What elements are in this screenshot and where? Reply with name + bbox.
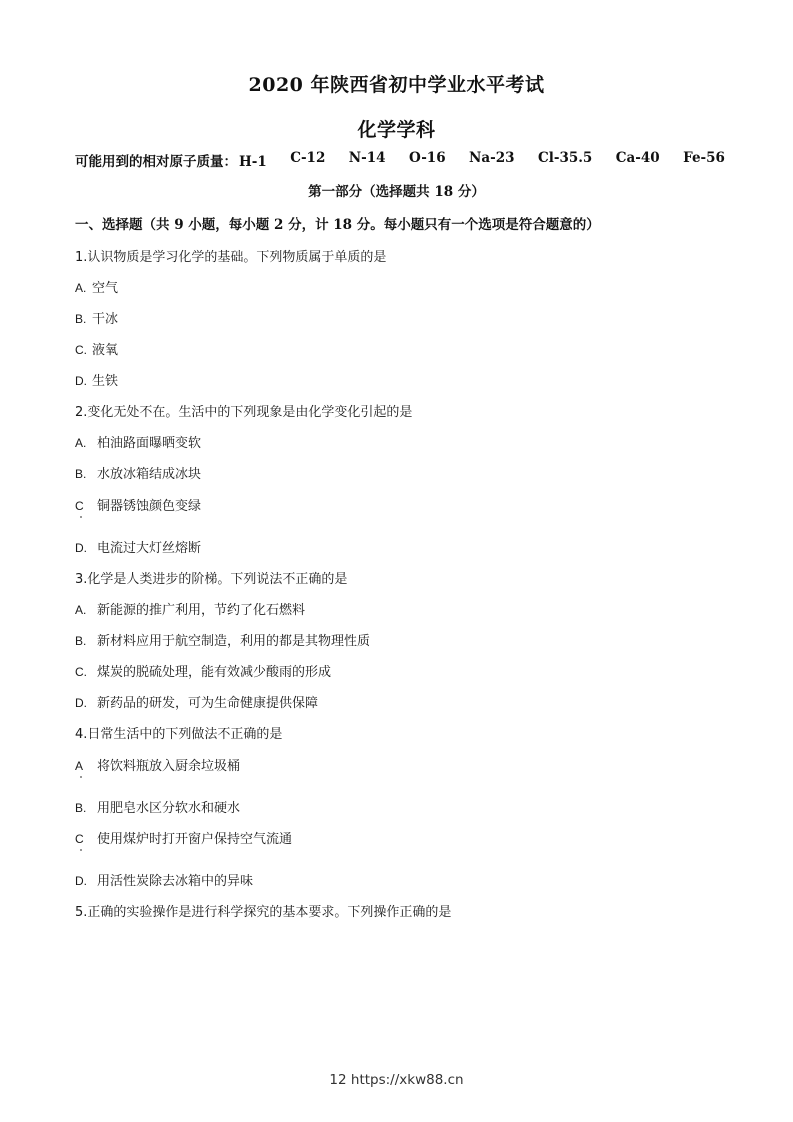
subject-title: 化学学科 bbox=[357, 119, 436, 141]
option-key: D. bbox=[75, 874, 87, 888]
option-key: C. bbox=[75, 343, 87, 357]
option-text: 柏油路面曝晒变软 bbox=[97, 436, 202, 451]
option-2a bbox=[75, 432, 201, 451]
option-text: 用肥皂水区分软水和硬水 bbox=[97, 801, 241, 816]
option-4d bbox=[75, 870, 253, 889]
option-3b bbox=[75, 630, 370, 649]
atomic-masses-item: 可能用到的相对原子质量： H-1 bbox=[75, 154, 267, 170]
option-text: 用活性炭除去冰箱中的异味 bbox=[97, 874, 254, 889]
option-text: 液氧 bbox=[92, 343, 119, 358]
option-key: A bbox=[75, 759, 84, 773]
option-key: C bbox=[75, 499, 84, 513]
option-text: 将饮料瓶放入厨余垃圾桶 bbox=[97, 759, 241, 774]
option-3a bbox=[75, 599, 305, 618]
question-stem-4: 4.日常生活中的下列做法不正确的是 bbox=[75, 727, 283, 742]
question-stem-1: 1.认识物质是学习化学的基础。下列物质属于单质的是 bbox=[75, 250, 387, 265]
option-key: C bbox=[75, 832, 84, 846]
atomic-masses-line bbox=[75, 150, 725, 170]
option-text: 水放冰箱结成冰块 bbox=[97, 467, 202, 482]
atomic-masses-item: N-14 bbox=[348, 150, 386, 166]
atomic-masses-item: Na-23 bbox=[469, 150, 515, 166]
option-text: 干冰 bbox=[92, 312, 119, 327]
question-stem-3: 3.化学是人类进步的阶梯。下列说法不正确的是 bbox=[75, 572, 348, 587]
option-4a bbox=[75, 755, 240, 774]
option-1d bbox=[75, 370, 118, 389]
option-1c bbox=[75, 339, 118, 358]
option-text: 电流过大灯丝熔断 bbox=[97, 541, 202, 556]
option-text: 煤炭的脱硫处理，能有效减少酸雨的形成 bbox=[97, 665, 332, 680]
atomic-masses-item: O-16 bbox=[408, 150, 446, 166]
option-key: A. bbox=[75, 436, 87, 450]
atomic-masses-label: 可能用到的相对原子质量： bbox=[75, 154, 237, 170]
stray-dot-mark bbox=[80, 516, 82, 518]
option-key: C. bbox=[75, 665, 87, 679]
stray-dot-mark bbox=[80, 849, 82, 851]
option-text: 空气 bbox=[92, 281, 119, 296]
atomic-masses-item: C-12 bbox=[290, 150, 326, 166]
option-2b bbox=[75, 463, 201, 482]
section-instruction: 一、选择题（共 9 小题，每小题 2 分，计 18 分。每小题只有一个选项是符合题意的） bbox=[75, 217, 600, 233]
page-footer: 12 https://xkw88.cn bbox=[329, 1072, 464, 1088]
option-text: 铜器锈蚀颜色变绿 bbox=[97, 499, 202, 514]
stray-dot-mark bbox=[80, 776, 82, 778]
option-key: B. bbox=[75, 467, 87, 481]
option-key: A. bbox=[75, 603, 87, 617]
atomic-masses-item: Ca-40 bbox=[615, 150, 660, 166]
option-1a bbox=[75, 277, 118, 296]
atomic-masses-item: Cl-35.5 bbox=[537, 150, 593, 166]
option-text: 新能源的推广利用，节约了化石燃料 bbox=[97, 603, 306, 618]
option-text: 新药品的研发，可为生命健康提供保障 bbox=[97, 696, 319, 711]
option-2d bbox=[75, 537, 201, 556]
option-4b bbox=[75, 797, 240, 816]
question-stem-5: 5.正确的实验操作是进行科学探究的基本要求。下列操作正确的是 bbox=[75, 905, 452, 920]
option-key: D. bbox=[75, 696, 87, 710]
option-key: D. bbox=[75, 374, 87, 388]
question-stem-2: 2.变化无处不在。生活中的下列现象是由化学变化引起的是 bbox=[75, 405, 413, 420]
option-4c bbox=[75, 828, 292, 847]
option-3c bbox=[75, 661, 331, 680]
option-3d bbox=[75, 692, 318, 711]
option-key: B. bbox=[75, 801, 87, 815]
atomic-masses-item: Fe-56 bbox=[683, 150, 725, 166]
option-1b bbox=[75, 308, 118, 327]
option-text: 使用煤炉时打开窗户保持空气流通 bbox=[97, 832, 293, 847]
option-2c bbox=[75, 495, 201, 514]
option-key: B. bbox=[75, 634, 87, 648]
option-key: A. bbox=[75, 281, 87, 295]
option-key: B. bbox=[75, 312, 87, 326]
exam-title: 2020 年陕西省初中学业水平考试 bbox=[248, 74, 545, 96]
section-heading: 第一部分（选择题共 18 分） bbox=[308, 184, 485, 200]
option-text: 生铁 bbox=[92, 374, 119, 389]
option-key: D. bbox=[75, 541, 87, 555]
option-text: 新材料应用于航空制造，利用的都是其物理性质 bbox=[97, 634, 371, 649]
